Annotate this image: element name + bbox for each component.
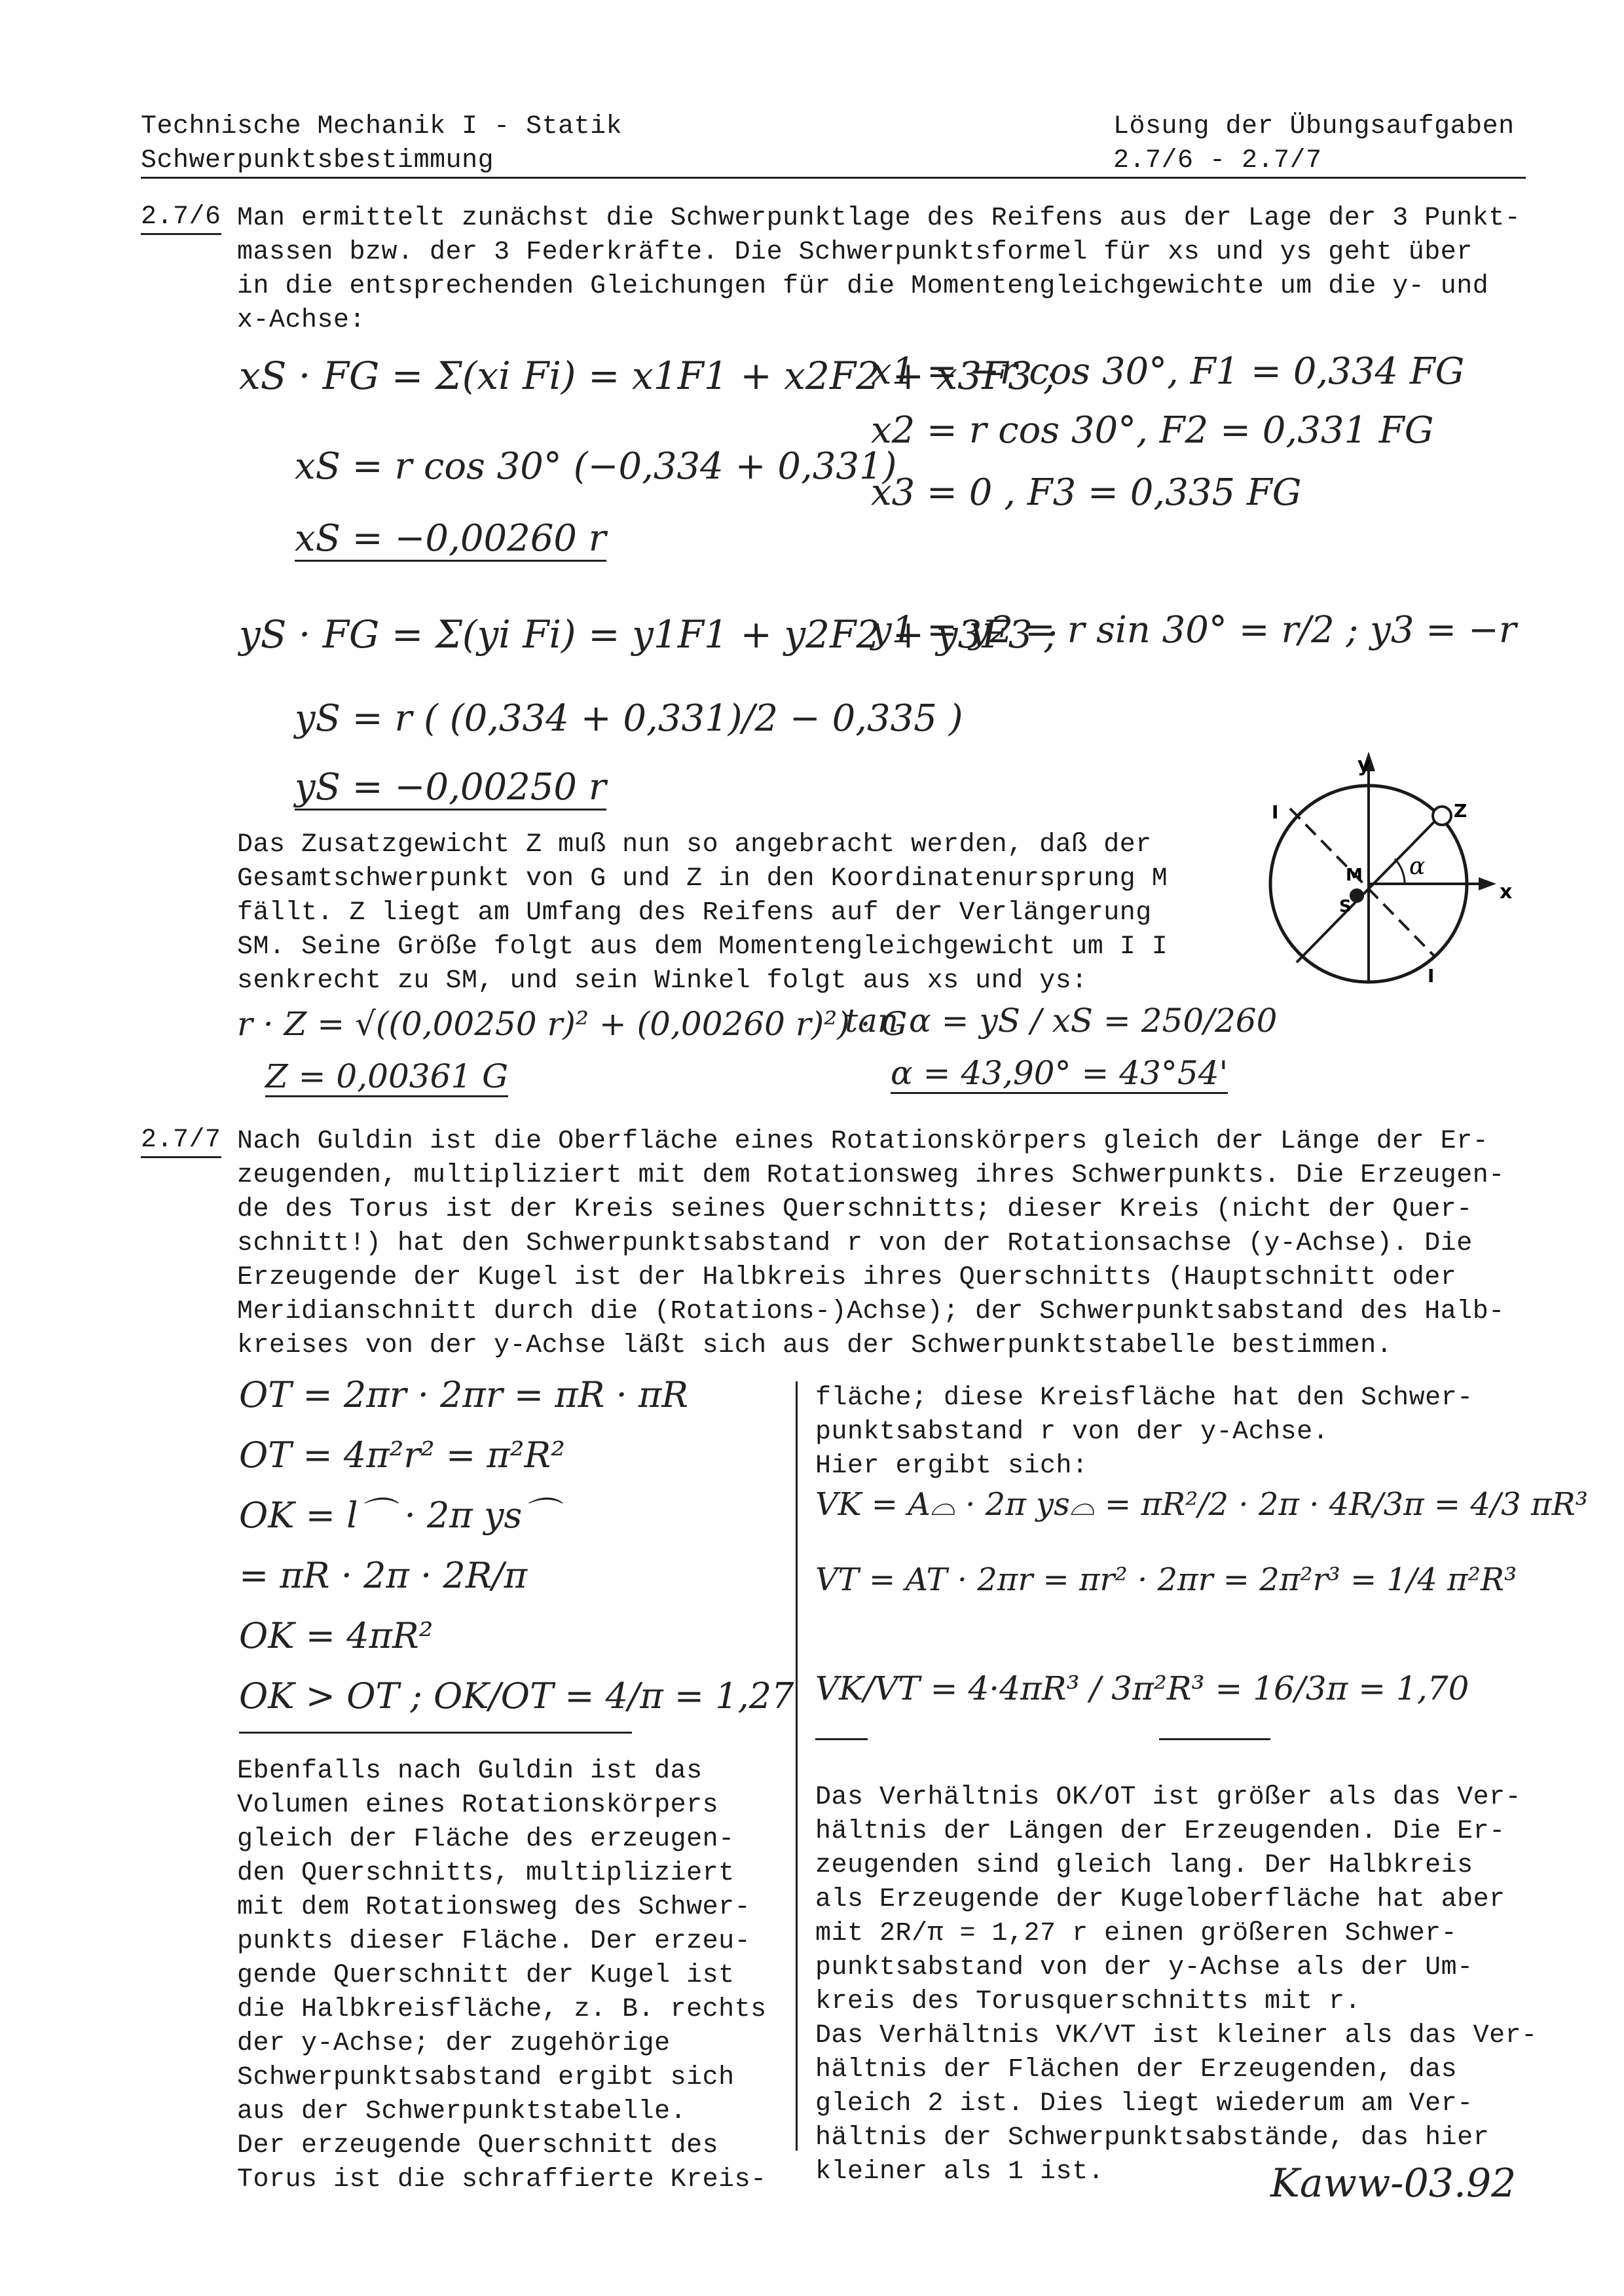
intro-line: Nach Guldin ist die Oberfläche eines Rotationskörpers gleich der Länge der Er- bbox=[237, 1127, 1489, 1156]
section-277-intro bbox=[237, 1125, 1505, 1363]
text-line: Das Verhältnis OK/OT ist größer als das Ver- bbox=[815, 1783, 1522, 1812]
text-line: zeugenden sind gleich lang. Der Halbkreis bbox=[815, 1851, 1473, 1880]
text-line: hältnis der Längen der Erzeugenden. Die Er- bbox=[815, 1817, 1505, 1846]
section-number-277: 2.7/7 bbox=[141, 1125, 221, 1158]
left-equations bbox=[239, 1365, 794, 1726]
header-course: Technische Mechanik I - Statik bbox=[141, 112, 623, 141]
text-line: den Querschnitts, multipliziert bbox=[237, 1859, 735, 1888]
eq-ok-2: = πR · 2π · 2R/π bbox=[239, 1555, 528, 1596]
alpha-label: α bbox=[1409, 853, 1426, 880]
text-line: Der erzeugende Querschnitt des bbox=[237, 2131, 719, 2160]
s-label: S bbox=[1339, 897, 1352, 917]
para-line: senkrecht zu SM, und sein Winkel folgt aus xs und ys: bbox=[237, 966, 1088, 996]
text-line: punktsabstand von der y-Achse als der Um- bbox=[815, 1953, 1473, 1982]
line-S-M-Z bbox=[1297, 809, 1447, 962]
text-line: punktsabstand r von der y-Achse. bbox=[815, 1417, 1329, 1447]
i-label-bottom: I bbox=[1428, 965, 1435, 987]
text-line: Ebenfalls nach Guldin ist das bbox=[237, 1757, 703, 1786]
text-line: Volumen eines Rotationskörpers bbox=[237, 1791, 719, 1820]
intro-line: kreises von der y-Achse läßt sich aus der Schwerpunktstabelle bestimmen. bbox=[237, 1331, 1393, 1360]
x-axis-arrow bbox=[1479, 877, 1496, 890]
m-label: M bbox=[1346, 866, 1363, 885]
para-line: Das Zusatzgewicht Z muß nun so angebracht werden, daß der bbox=[237, 830, 1152, 860]
tire-diagram bbox=[1231, 746, 1526, 995]
text-line: hältnis der Flächen der Erzeugenden, das bbox=[815, 2055, 1458, 2085]
para-line: fällt. Z liegt am Umfang des Reifens auf der Verlängerung bbox=[237, 898, 1152, 928]
eq-ok-3: OK = 4πR² bbox=[239, 1615, 434, 1656]
para-line: Gesamtschwerpunkt von G und Z in den Koordinatenursprung M bbox=[237, 864, 1168, 894]
left-column-text bbox=[237, 1755, 767, 2197]
eq-ot-1: OT = 2πr · 2πr = πR · πR bbox=[239, 1374, 689, 1415]
intro-line: in die entsprechenden Gleichungen für die Momentengleichgewichte um die y- und bbox=[237, 272, 1489, 301]
section-276-intro bbox=[237, 202, 1521, 338]
header-rule bbox=[141, 177, 1526, 179]
eq-ys-sub: yS = r ( (0,334 + 0,331)/2 − 0,335 ) bbox=[295, 697, 963, 740]
eq-x2: x2 = r cos 30°, F2 = 0,331 FG bbox=[871, 409, 1434, 452]
eq-rz: r · Z = √((0,00250 r)² + (0,00260 r)²) · G bbox=[237, 1005, 908, 1043]
eq-vk: VK = A⌓ · 2π ys⌓ = πR²/2 · 2π · 4R/3π = 4/3 πR³ bbox=[815, 1486, 1588, 1523]
text-line: als Erzeugende der Kugeloberfläche hat aber bbox=[815, 1885, 1505, 1914]
angle-arc bbox=[1395, 859, 1405, 884]
eq-ok-1: OK = l⌒ · 2π ys⌒ bbox=[239, 1495, 558, 1536]
intro-line: schnitt!) hat den Schwerpunktsabstand r von der Rotationsachse (y-Achse). Die bbox=[237, 1229, 1473, 1258]
text-line: punkts dieser Fläche. Der erzeu- bbox=[237, 1927, 751, 1956]
header-solution: Lösung der Übungsaufgaben bbox=[1113, 112, 1515, 141]
eq-ok-ot-ratio: OK > OT ; OK/OT = 4/π = 1,27 bbox=[239, 1675, 794, 1717]
section-276-paragraph bbox=[237, 828, 1168, 998]
right-column-text-top bbox=[815, 1381, 1473, 1484]
intro-line: Meridianschnitt durch die (Rotations-)Achse); der Schwerpunktsabstand des Halb- bbox=[237, 1297, 1505, 1326]
signature: Kaww-03.92 bbox=[1270, 2160, 1517, 2206]
intro-line: x-Achse: bbox=[237, 306, 366, 335]
text-line: hältnis der Schwerpunktsabstände, das hier bbox=[815, 2123, 1490, 2153]
eq-vt: VT = AT · 2πr = πr² · 2πr = 2π²r³ = 1/4 π²R³ bbox=[815, 1561, 1517, 1598]
eq-xs-sum: xS · FG = Σ(xi Fi) = x1F1 + x2F2 + x3F3 ; bbox=[239, 354, 1058, 398]
eq-xs-result: xS = −0,00260 r bbox=[295, 517, 606, 562]
eq-ys-result: yS = −0,00250 r bbox=[295, 766, 606, 811]
right-column-text-bottom bbox=[815, 1781, 1538, 2189]
text-line: mit 2R/π = 1,27 r einen größeren Schwer- bbox=[815, 1919, 1458, 1948]
eq-y12: y1 = y2 = r sin 30° = r/2 ; y3 = −r bbox=[871, 609, 1517, 651]
intro-line: massen bzw. der 3 Federkräfte. Die Schwerpunktsformel für xs und ys geht über bbox=[237, 238, 1473, 267]
text-line: Schwerpunktsabstand ergibt sich bbox=[237, 2063, 735, 2092]
left-eq-rule bbox=[239, 1732, 632, 1734]
section-number-276: 2.7/6 bbox=[141, 202, 221, 235]
intro-line: Man ermittelt zunächst die Schwerpunktlage des Reifens aus der Lage der 3 Punkt- bbox=[237, 204, 1521, 233]
intro-line: Erzeugende der Kugel ist der Halbkreis ihres Querschnitts (Hauptschnitt oder bbox=[237, 1263, 1457, 1292]
ratio-rule-left bbox=[815, 1738, 868, 1740]
text-line: gleich 2 ist. Dies liegt wiederum am Ver- bbox=[815, 2089, 1473, 2119]
eq-alpha-result: α = 43,90° = 43°54' bbox=[891, 1054, 1228, 1094]
centroid-S bbox=[1350, 888, 1364, 903]
header-left bbox=[141, 110, 622, 178]
column-divider bbox=[796, 1381, 798, 2151]
para-line: SM. Seine Größe folgt aus dem Momentengleichgewicht um I I bbox=[237, 932, 1168, 962]
header-right bbox=[1113, 110, 1515, 178]
text-line: gleich der Fläche des erzeugen- bbox=[237, 1825, 735, 1854]
text-line: Torus ist die schraffierte Kreis- bbox=[237, 2165, 767, 2195]
text-line: der y-Achse; der zugehörige bbox=[237, 2029, 671, 2058]
i-label-top: I bbox=[1272, 801, 1279, 823]
eq-ys-sum: yS · FG = Σ(yi Fi) = y1F1 + y2F2 + y3F3 ; bbox=[239, 612, 1058, 657]
eq-volume-ratio: VK/VT = 4·4πR³ / 3π²R³ = 16/3π = 1,70 bbox=[815, 1669, 1469, 1707]
text-line: aus der Schwerpunktstabelle. bbox=[237, 2097, 687, 2126]
z-label: Z bbox=[1454, 800, 1467, 822]
header-topic: Schwerpunktsbestimmung bbox=[141, 146, 494, 175]
text-line: gende Querschnitt der Kugel ist bbox=[237, 1961, 735, 1990]
intro-line: zeugenden, multipliziert mit dem Rotationsweg ihres Schwerpunkts. Die Erzeugen- bbox=[237, 1161, 1505, 1190]
eq-z-result: Z = 0,00361 G bbox=[265, 1057, 508, 1097]
text-line: die Halbkreisfläche, z. B. rechts bbox=[237, 1995, 767, 2024]
text-line: Hier ergibt sich: bbox=[815, 1451, 1088, 1481]
intro-line: de des Torus ist der Kreis seines Querschnitts; dieser Kreis (nicht der Quer- bbox=[237, 1195, 1473, 1224]
eq-ot-2: OT = 4π²r² = π²R² bbox=[239, 1434, 565, 1476]
header-tasks: 2.7/6 - 2.7/7 bbox=[1113, 146, 1322, 175]
eq-x3: x3 = 0 , F3 = 0,335 FG bbox=[871, 471, 1302, 514]
text-line: mit dem Rotationsweg des Schwer- bbox=[237, 1893, 751, 1922]
ratio-rule-right bbox=[1159, 1738, 1270, 1740]
eq-xs-sub: xS = r cos 30° (−0,334 + 0,331) bbox=[295, 445, 897, 488]
text-line: kleiner als 1 ist. bbox=[815, 2157, 1105, 2187]
text-line: fläche; diese Kreisfläche hat den Schwer- bbox=[815, 1383, 1473, 1413]
eq-x1: x1 = −r cos 30°, F1 = 0,334 FG bbox=[871, 350, 1465, 393]
y-label: y bbox=[1357, 754, 1371, 776]
x-label: x bbox=[1500, 881, 1513, 903]
eq-tan-alpha: tan α = yS / xS = 250/260 bbox=[845, 1002, 1278, 1040]
mass-Z bbox=[1433, 807, 1451, 825]
text-line: Das Verhältnis VK/VT ist kleiner als das Ver- bbox=[815, 2021, 1538, 2050]
text-line: kreis des Torusquerschnitts mit r. bbox=[815, 1987, 1361, 2016]
